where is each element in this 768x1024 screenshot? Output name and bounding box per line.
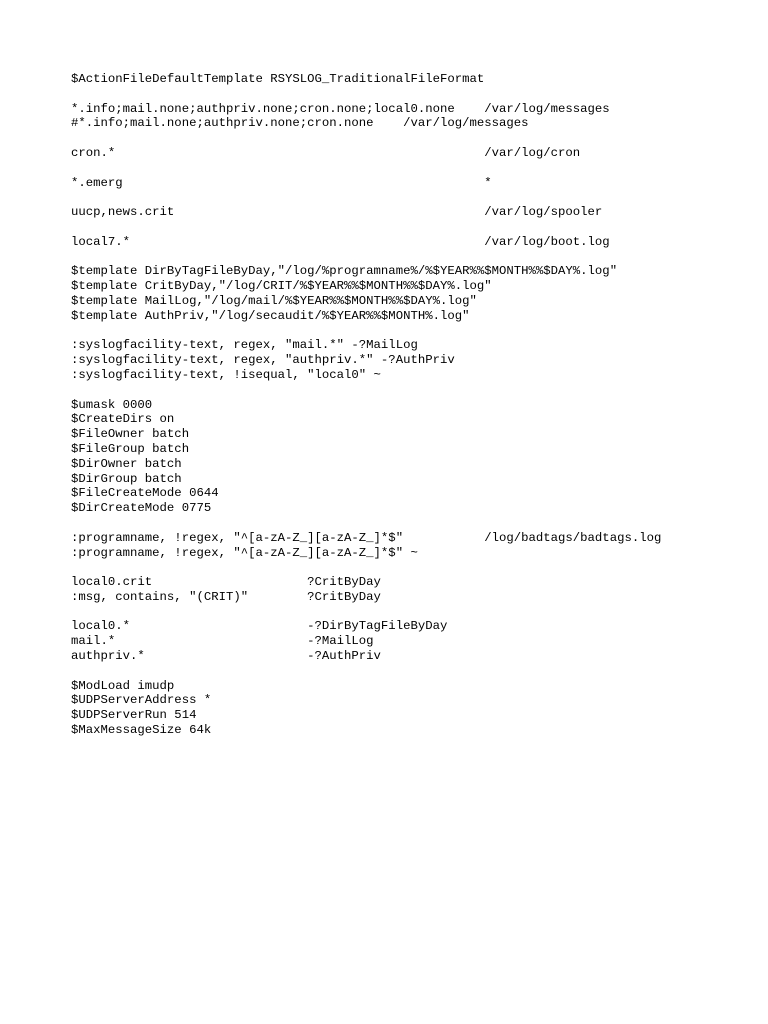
document-page bbox=[71, 72, 751, 738]
rsyslog-config-text: $ActionFileDefaultTemplate RSYSLOG_TraditionalFileFormat *.info;mail.none;authpriv.none;cron.none;local0.none /var/log/messages #*.info;mail.none;authpriv.none;cron.none /var/log/messages cron.* /var/log/cron *.emerg * uucp,news.crit /var/log/spooler local7.* /var/log/boot.log $template DirByTagFileByDay,"/log/%programname%/%$YEAR%%$MONTH%%$DAY%.log" $template CritByDay,"/log/CRIT/%$YEAR%%$MONTH%%$DAY%.log" $template MailLog,"/log/mail/%$YEAR%%$MONTH%%$DAY%.log" $template AuthPriv,"/log/secaudit/%$YEAR%%$MONTH%.log" :syslogfacility-text, regex, "mail.*" -?MailLog :syslogfacility-text, regex, "authpriv.*" -?AuthPriv :syslogfacility-text, !isequal, "local0" ~ $umask 0000 $CreateDirs on $FileOwner batch $FileGroup batch $DirOwner batch $DirGroup batch $FileCreateMode 0644 $DirCreateMode 0775 :programname, !regex, "^[a-zA-Z_][a-zA-Z_]*$" /log/badtags/badtags.log :programname, !regex, "^[a-zA-Z_][a-zA-Z_]*$" ~ local0.crit ?CritByDay :msg, contains, "(CRIT)" ?CritByDay local0.* -?DirByTagFileByDay mail.* -?MailLog authpriv.* -?AuthPriv $ModLoad imudp $UDPServerAddress * $UDPServerRun 514 $MaxMessageSize 64k bbox=[71, 72, 662, 738]
